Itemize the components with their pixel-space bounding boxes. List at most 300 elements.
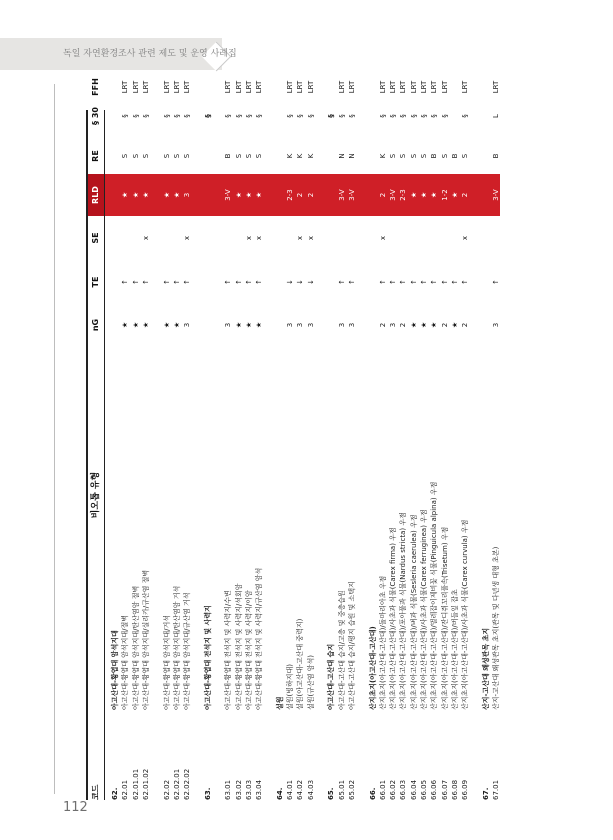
cell-ffh: [275, 74, 285, 100]
cell-se: x: [141, 235, 150, 241]
cell-name: 산지-고산대 왜성관목 초지: [481, 627, 490, 710]
cell-rld: 3-V: [224, 189, 233, 201]
cell-code: 63.: [203, 787, 212, 800]
cell-re: B: [450, 153, 459, 159]
cell-ffh: LRT: [141, 80, 150, 94]
cell-se: [151, 228, 161, 248]
cell-name: 아고산대-황엽대 암석지대/거석: [162, 614, 171, 710]
cell-s30: [213, 103, 223, 129]
cell-se: [419, 228, 429, 248]
cell-se: [223, 228, 233, 248]
cell-name: 산지초지(아고산대-고산대): [368, 626, 377, 710]
cell-te: ↓: [296, 279, 305, 285]
cell-te: ↑: [347, 279, 356, 285]
cell-ffh: [450, 74, 460, 100]
cell-ng: [357, 311, 367, 339]
cell-te: [192, 268, 202, 296]
cell-rld: 2-3: [286, 189, 295, 201]
cell-s30: [481, 103, 491, 129]
cell-code: [192, 722, 202, 800]
cell-rld: [368, 178, 378, 212]
cell-rld: ★: [121, 191, 130, 199]
cell-se: [450, 228, 460, 248]
cell-te: ↑: [492, 279, 501, 285]
cell-se: [409, 228, 419, 248]
table-row: [120, 80, 130, 800]
cell-code: 62.01: [121, 779, 130, 800]
cell-name: 아고산대-고산대 습지/고층 및 중층습원: [337, 590, 346, 710]
cell-name: 아고산대-고산대 습지: [327, 643, 336, 710]
cell-ng: [110, 311, 120, 339]
cell-code: 66.07: [440, 779, 449, 800]
cell-s30: §: [409, 114, 418, 118]
table-row: [398, 80, 408, 800]
cell-re: S: [183, 153, 192, 159]
cell-re: K: [306, 153, 315, 159]
cell-ng: 3: [286, 322, 295, 328]
cell-s30: §: [286, 114, 295, 118]
cell-rld: 3-V: [492, 189, 501, 201]
cell-s30: §: [461, 114, 470, 118]
cell-te: [151, 268, 161, 296]
cell-ffh: LRT: [306, 80, 315, 94]
cell-ng: [203, 311, 213, 339]
cell-ffh: [192, 74, 202, 100]
cell-te: [368, 268, 378, 296]
cell-ng: 2: [399, 322, 408, 328]
cell-ffh: LRT: [378, 80, 387, 94]
table-row: [162, 80, 172, 800]
cell-te: ↑: [255, 279, 264, 285]
cell-ffh: LRT: [286, 80, 295, 94]
cell-rld: ★: [141, 191, 150, 199]
cell-ffh: LRT: [224, 80, 233, 94]
cell-code: 66.08: [450, 779, 459, 800]
cell-se: [491, 228, 501, 248]
cell-code: 65.: [327, 787, 336, 800]
cell-te: ↑: [378, 279, 387, 285]
table-row: [429, 80, 439, 800]
cell-ng: ★: [255, 321, 264, 329]
cell-rld: [316, 178, 326, 212]
table-row: [213, 110, 223, 800]
cell-code: 66.: [368, 787, 377, 800]
cell-s30: §: [389, 114, 398, 118]
table-row: [192, 110, 202, 800]
cell-ffh: LRT: [399, 80, 408, 94]
cell-s30: §: [183, 114, 192, 118]
cell-s30: §: [244, 114, 253, 118]
cell-re: K: [296, 153, 305, 159]
cell-se: [285, 228, 295, 248]
cell-te: [316, 268, 326, 296]
cell-ng: [326, 311, 336, 339]
cell-re: S: [461, 153, 470, 159]
cell-ng: [275, 311, 285, 339]
table-row: [223, 80, 233, 800]
cell-re: [368, 143, 378, 169]
cell-rld: ★: [450, 191, 459, 199]
table-row: [388, 80, 398, 800]
cell-re: [326, 143, 336, 169]
cell-name: 아고산대-황엽대 암석지대/탄산염암 거석: [172, 585, 181, 710]
cell-code: 62.02.02: [183, 768, 192, 800]
col-header-ng: nG: [91, 318, 100, 332]
col-header-name: 비오톱 유형: [91, 471, 101, 519]
cell-se: [429, 228, 439, 248]
cell-re: S: [162, 153, 171, 159]
cell-s30: §: [141, 114, 150, 118]
cell-ng: [265, 311, 275, 339]
cell-code: 62.01.01: [131, 768, 140, 800]
table-row: [306, 80, 316, 800]
cell-se: [192, 228, 202, 248]
cell-name: 아고산대-황엽대 암석지대/규산염 거석: [183, 592, 192, 710]
cell-rld: [471, 178, 481, 212]
cell-name: [471, 440, 481, 710]
table-row: [285, 80, 295, 800]
cell-name: 아고산대-고산대 습지/평지 습원 및 소택지: [347, 581, 356, 710]
cell-ffh: LRT: [492, 80, 501, 94]
cell-ng: ★: [141, 321, 150, 329]
table-row: [151, 110, 161, 800]
cell-ffh: [213, 74, 223, 100]
cell-re: S: [172, 153, 181, 159]
cell-code: 66.03: [399, 779, 408, 800]
cell-s30: [275, 103, 285, 129]
cell-name: 산지초지(아고산대-고산대)/사초과 식물(Carex firma) 우점: [389, 527, 398, 710]
cell-rld: 3-V: [337, 189, 346, 201]
cell-re: S: [255, 153, 264, 159]
cell-name: 아고산대-황엽대 전석지 및 사력지: [203, 605, 212, 710]
cell-rld: [151, 178, 161, 212]
cell-ffh: LRT: [162, 80, 171, 94]
cell-name: 산지초지(아고산대-고산대)/사초과 식물(Carex curvula) 우점: [461, 519, 470, 710]
cell-ffh: LRT: [296, 80, 305, 94]
cell-re: K: [286, 153, 295, 159]
cell-ng: [151, 311, 161, 339]
table-row: [491, 80, 501, 800]
col-header-re: RE: [91, 150, 100, 162]
cell-rld: 2: [461, 192, 470, 198]
cell-te: [203, 268, 213, 296]
cell-ffh: [368, 74, 378, 100]
cell-te: ↑: [430, 279, 439, 285]
cell-se: [347, 228, 357, 248]
cell-rld: [275, 178, 285, 212]
cell-ng: [316, 311, 326, 339]
cell-name: 산지초지(아고산대-고산대)/돌마리아초 우점: [378, 575, 387, 710]
cell-name: 아고산대-황엽대 암석지대/탄산염암 절벽: [131, 585, 140, 710]
cell-te: [357, 268, 367, 296]
cell-se: [388, 228, 398, 248]
cell-se: x: [255, 235, 264, 241]
cell-rld: [326, 178, 336, 212]
cell-code: [471, 722, 481, 800]
cell-te: [110, 268, 120, 296]
cell-s30: §: [255, 114, 264, 118]
cell-s30: §: [224, 114, 233, 118]
cell-rld: [192, 178, 202, 212]
cell-code: [357, 722, 367, 800]
cell-name: 산지초지(아고산대-고산대)/포아풀과 식물(Nardus stricta) 우점: [399, 512, 408, 710]
cell-s30: [192, 103, 202, 129]
cell-re: S: [409, 153, 418, 159]
col-header-te: TE: [91, 276, 100, 288]
cell-se: [326, 228, 336, 248]
cell-te: ↑: [461, 279, 470, 285]
cell-te: [265, 268, 275, 296]
table-row: [141, 80, 151, 800]
cell-re: S: [389, 153, 398, 159]
cell-se: x: [296, 235, 305, 241]
cell-rld: 3-V: [347, 189, 356, 201]
table-row: [182, 80, 192, 800]
cell-rld: 1-2: [440, 189, 449, 201]
cell-rld: ★: [234, 191, 243, 199]
cell-se: [481, 228, 491, 248]
cell-re: N: [347, 153, 356, 159]
cell-code: 67.: [481, 787, 490, 800]
cell-code: 62.02.01: [172, 768, 181, 800]
cell-ng: 3: [337, 322, 346, 328]
cell-re: [357, 143, 367, 169]
cell-name: 아고산대-황엽대 암석지대/실리카/규산염 절벽: [141, 569, 150, 710]
cell-ng: ★: [430, 321, 439, 329]
cell-name: 설원(규산염 암석): [306, 654, 315, 710]
cell-name: [213, 440, 223, 710]
cell-te: ↑: [224, 279, 233, 285]
cell-code: 64.03: [306, 779, 315, 800]
cell-te: [481, 268, 491, 296]
col-header-code: 코드: [91, 784, 100, 800]
cell-ng: 3: [224, 322, 233, 328]
cell-ffh: [471, 74, 481, 100]
table-row: [295, 80, 305, 800]
cell-re: [192, 143, 202, 169]
cell-ng: ★: [131, 321, 140, 329]
cell-ffh: LRT: [409, 80, 418, 94]
cell-s30: [471, 103, 481, 129]
cell-se: x: [183, 235, 192, 241]
cell-re: [151, 143, 161, 169]
cell-s30: §: [440, 114, 449, 118]
frame-line-left: [54, 84, 55, 794]
cell-re: [265, 143, 275, 169]
cell-te: ↑: [389, 279, 398, 285]
cell-code: 66.09: [461, 779, 470, 800]
cell-te: ↑: [172, 279, 181, 285]
table-row: [419, 80, 429, 800]
cell-name: 설원: [275, 696, 284, 710]
cell-s30: [316, 103, 326, 129]
cell-ng: ★: [121, 321, 130, 329]
cell-rld: 2-3: [399, 189, 408, 201]
cell-te: ↑: [162, 279, 171, 285]
cell-code: 64.02: [296, 779, 305, 800]
cell-re: S: [399, 153, 408, 159]
cell-re: [471, 143, 481, 169]
cell-code: 62.02: [162, 779, 171, 800]
cell-ffh: LRT: [183, 80, 192, 94]
cell-te: ↑: [420, 279, 428, 285]
cell-ffh: LRT: [234, 80, 243, 94]
cell-se: [368, 228, 378, 248]
cell-te: ↑: [399, 279, 408, 285]
cell-te: ↑: [141, 279, 150, 285]
cell-re: [110, 143, 120, 169]
cell-te: ↑: [440, 279, 449, 285]
col-header-se: SE: [91, 232, 100, 244]
cell-rld: [481, 178, 491, 212]
cell-re: S: [131, 153, 140, 159]
cell-ng: ★: [162, 321, 171, 329]
cell-s30: §: [430, 114, 439, 118]
cell-ffh: LRT: [420, 80, 428, 94]
table-row: [203, 110, 213, 800]
cell-rld: ★: [162, 191, 171, 199]
cell-code: [151, 722, 161, 800]
cell-ng: 2: [378, 322, 387, 328]
cell-code: 63.02: [234, 779, 243, 800]
table-row: [234, 80, 244, 800]
cell-se: [337, 228, 347, 248]
cell-se: [316, 228, 326, 248]
table-row: [254, 80, 264, 800]
cell-ng: ★: [234, 321, 243, 329]
cell-name: [357, 440, 367, 710]
cell-s30: §: [337, 114, 346, 118]
cell-s30: [450, 103, 460, 129]
cell-ffh: LRT: [430, 80, 439, 94]
cell-re: B: [492, 153, 501, 159]
cell-ng: 2: [461, 322, 470, 328]
cell-s30: §: [378, 114, 387, 118]
table-row: [316, 110, 326, 800]
cell-ng: [481, 311, 491, 339]
cell-name: 아고산대-황엽대 전석지 및 사력지/석회암: [234, 583, 243, 710]
cell-se: [440, 228, 450, 248]
cell-ng: [368, 311, 378, 339]
table-row: [244, 80, 254, 800]
cell-ng: [471, 311, 481, 339]
cell-ffh: LRT: [337, 80, 346, 94]
cell-ffh: LRT: [244, 80, 253, 94]
cell-code: 62.01.02: [141, 768, 150, 800]
cell-rld: 2: [306, 192, 315, 198]
cell-name: 아고산대-황엽대 전석지 및 사력지/수변: [224, 590, 233, 710]
cell-s30: L: [492, 114, 501, 118]
cell-se: [172, 228, 182, 248]
cell-name: 산지초지(아고산대-고산대)/벌레잡이제비꽃 식물(Pinguicula alpina) 우점: [430, 481, 439, 710]
cell-s30: §: [121, 114, 130, 118]
cell-se: [357, 228, 367, 248]
cell-name: 아고산대-황엽대 암석지대/절벽: [121, 614, 130, 710]
cell-rld: ★: [244, 191, 253, 199]
cell-re: [213, 143, 223, 169]
cell-re: S: [420, 153, 428, 159]
cell-ffh: [357, 74, 367, 100]
col-header-ffh: FFH: [91, 78, 100, 96]
cell-code: [265, 722, 275, 800]
cell-code: 63.01: [224, 779, 233, 800]
cell-code: [213, 722, 223, 800]
cell-te: ↑: [131, 279, 140, 285]
cell-re: S: [121, 153, 130, 159]
cell-se: [110, 228, 120, 248]
cell-name: 설원(아고산대-고산대 중력지): [296, 618, 305, 710]
cell-rld: [213, 178, 223, 212]
cell-ffh: [326, 74, 336, 100]
table-row: [378, 80, 388, 800]
cell-se: [234, 228, 244, 248]
cell-s30: §: [306, 114, 315, 118]
table-row: [471, 110, 481, 800]
cell-se: [131, 228, 141, 248]
cell-se: [120, 228, 130, 248]
cell-rld: ★: [131, 191, 140, 199]
cell-te: [275, 268, 285, 296]
table-row: [440, 80, 450, 800]
cell-ng: 3: [183, 322, 192, 328]
cell-re: S: [234, 153, 243, 159]
cell-ffh: LRT: [389, 80, 398, 94]
cell-s30: §: [327, 114, 336, 118]
cell-name: [151, 440, 161, 710]
cell-rld: 3-V: [389, 189, 398, 201]
table-row: [357, 110, 367, 800]
cell-ffh: [151, 74, 161, 100]
cell-code: 65.02: [347, 779, 356, 800]
cell-ffh: [110, 74, 120, 100]
table-row: [450, 110, 460, 800]
cell-te: ↑: [244, 279, 253, 285]
cell-te: ↑: [121, 279, 130, 285]
cell-s30: [357, 103, 367, 129]
cell-ffh: LRT: [172, 80, 181, 94]
cell-rld: 3: [183, 192, 192, 198]
cell-code: 62.: [111, 787, 119, 800]
table-row: [460, 80, 470, 800]
cell-ng: 3: [389, 322, 398, 328]
table-row: [481, 110, 491, 800]
table-body: [88, 78, 501, 800]
cell-re: S: [440, 153, 449, 159]
cell-re: S: [141, 153, 150, 159]
cell-name: [316, 440, 326, 710]
cell-code: 67.01: [492, 779, 501, 800]
cell-te: [213, 268, 223, 296]
cell-s30: §: [234, 114, 243, 118]
cell-code: 66.01: [378, 779, 387, 800]
cell-ng: ★: [244, 321, 253, 329]
cell-rld: ★: [420, 191, 428, 199]
cell-rld: [265, 178, 275, 212]
table-row: [326, 110, 336, 800]
cell-re: B: [430, 153, 439, 159]
cell-rld: [357, 178, 367, 212]
table-row: [368, 110, 378, 800]
cell-name: 아고산대-황엽대 암석지대: [111, 630, 119, 710]
cell-ng: ★: [409, 321, 418, 329]
cell-se: x: [306, 235, 315, 241]
table-row: [172, 80, 182, 800]
cell-ng: 3: [306, 322, 315, 328]
cell-te: ↑: [450, 279, 459, 285]
cell-ffh: [265, 74, 275, 100]
cell-ffh: [316, 74, 326, 100]
cell-name: 아고산대-황엽대 전석지 및 사력지/규산염 암석: [255, 567, 264, 710]
